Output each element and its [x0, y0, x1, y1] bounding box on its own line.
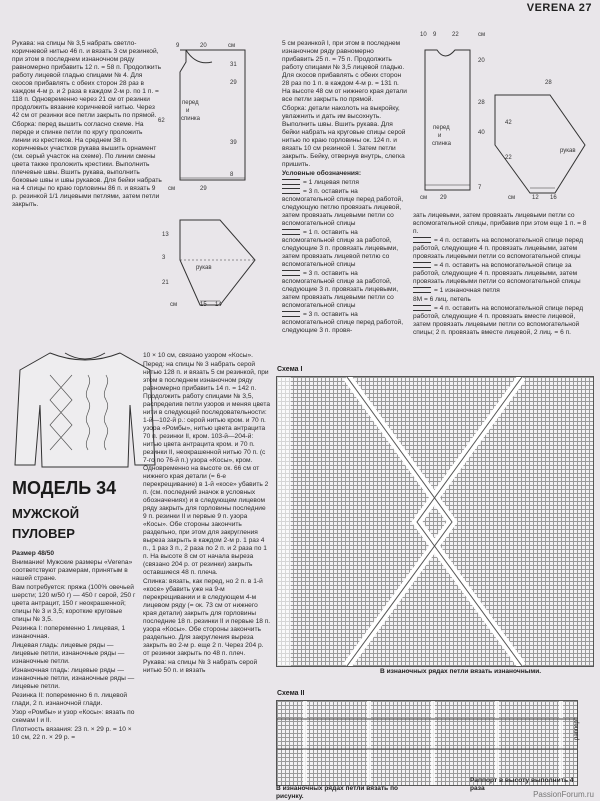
legend-item: = 1 изнаночная петля [413, 287, 593, 295]
col4-text [413, 212, 593, 338]
text-paragraph: Спинка: вязать, как перед, но 2 п. в 1-й «косе» убавить уже на 9-м перекрещивании и в следующем 4-м лицевом ряду (= ок. 73 см от нижнего края детали) закрыть для горловины последние 18 п. резинки II и первые 18 п. узора «Косы». Обе стороны закончить раздельно. Для закругления выреза закрыть во 2-м р. еще 2 п. Через 204 р. от резинки закрыть по 48 п. плеч. [143, 578, 271, 657]
symbol-icon [413, 305, 431, 311]
diagram-label: и [186, 108, 190, 114]
text-paragraph: Перед: на спицы № 3 набрать серой нитью 128 п. и вязать 5 см резинкой, при этом в последнем изнаночном ряду равномерно прибавить 14 п. = 142 п. Продолжить работу спицами № 3,5, распределив петли узоров и меняя цвета нити в следующей последовательности: 1-й—102-й р.: серой нитью кром. и 70 п. узора «Ромбы», нитью цвета антрацита 70 п. резинки II, кром. 103-й—204-й: нитью цвета антрацита кром. и 70 п. резинки II, неокрашенной нитью 70 п. (с 7-го по 76-й п.) узора «Косы», кром. Одновременно на высоте ок. 66 см от нижнего края детали (= 6-е перекрещивание) в 1-й «косе» убавить 2 п. (см. последний значок в условных обозначениях) и в следующем лицевом ряду закрыть для горловины последние 9 п. резинки II и первые 9 п. узора «Косы». Обе стороны закончить раздельно, при этом для закругления выреза закрыть в каждом 2-м р. 1 раз 4 п., 1 раз 3 п., 2 раза по 2 п. и 2 раза по 1 п. На высоте 8 см от начала выреза (связано 204 р. от резинки) закрыть оставшиеся 48 п. плеча. [143, 361, 270, 576]
symbol-icon [282, 179, 300, 185]
text-paragraph: Размер 48/50 [12, 550, 55, 557]
symbol-icon [413, 237, 431, 243]
col3-text [282, 40, 407, 336]
dimension-label: 29 [200, 186, 207, 192]
unit-label: см [508, 195, 516, 201]
symbol-icon [413, 287, 431, 293]
schema-2-side-label: раппорт [574, 717, 580, 740]
dimension-label: 29 [440, 195, 447, 201]
schema-2-cable-columns [277, 701, 577, 785]
text-paragraph: Сборка: перед вышить согласно схеме. На переде и спинке петли по кругу проложить линии из крестиков. На среднем 38 п. коричневых участков рукава вышить орнамент (см. серый участок на схеме). По линии смены цвета также проложить крестики. Выполнить плечевые швы. Вшить рукава, выполнить боковые швы и швы рукавов. Для бейки набрать на 4 спицы по краю горловины 86 п. и вязать 9 р. резинкой 1/1 лицевыми петлями, затем петли закрыть. [12, 121, 162, 208]
diagram-label: и [438, 133, 442, 139]
dimension-label: 20 [478, 58, 485, 64]
legend-heading: Условные обозначения: [282, 170, 362, 177]
diagram-label: перед [433, 125, 450, 131]
magazine-header [527, 2, 592, 14]
text-paragraph: 10 × 10 см, связано узором «Косы». [143, 352, 253, 359]
legend-item: = 1 п. оставить на вспомогательной спице за работой, следующие 3 п. провязать лицевыми, затем провязать лицевой петлю со вспомогательной спицы [282, 229, 399, 268]
dimension-label: 40 [478, 130, 485, 136]
unit-label: см [478, 32, 486, 38]
text-paragraph: 5 см резинкой I, при этом в последнем изнаночном ряду равномерно прибавить 25 п. = 75 п. Продолжить работу спицами № 3,5 лицевой гладью. Для скосов прибавлять с обеих сторон 28 раз по 1 п. в каждом 4-м р. = 131 п. На высоте 48 см от нижнего края детали все петли закрыть по прямой. [282, 40, 407, 103]
dimension-label: 9 [433, 32, 437, 38]
dimension-label: 7 [478, 185, 482, 191]
symbol-icon [282, 270, 300, 276]
text-paragraph: Изнаночная гладь: лицевые ряды — изнаночные петли, изнаночные ряды — лицевые петли. [12, 667, 135, 690]
symbol-icon [413, 262, 431, 268]
legend-item: = 4 п. оставить на вспомогательной спице перед работой, следующие 4 п. провязать вместе лицевой, затем провязать лицевыми петли со вспомогательной спицы; 2 п. провязать вместе лицевой, 2 лиц. = 6 п. [413, 305, 584, 336]
text-paragraph: Резинка I: попеременно 1 лицевая, 1 изнаночная. [12, 625, 126, 640]
text-paragraph: Лицевая гладь: лицевые ряды — лицевые петли, изнаночные ряды — изнаночные петли. [12, 642, 125, 665]
unit-label: см [420, 195, 428, 201]
schema-2-chart [276, 700, 578, 786]
sweater-illustration [10, 345, 160, 473]
model-subtitle-1: МУЖСКОЙ [12, 506, 80, 521]
brand-name: VERENA [526, 2, 576, 14]
text-paragraph: Плотность вязания: 23 п. × 29 р. = 10 × 10 см, 22 п. × 29 р. = [12, 726, 132, 741]
diagram-label: рукав [196, 265, 212, 271]
dimension-label: 9 [176, 43, 180, 49]
schema-1-diamond-lines [277, 377, 593, 666]
dimension-label: 20 [200, 43, 207, 49]
dimension-label: 29 [230, 80, 237, 86]
schema-1-title: Схема I [277, 366, 303, 373]
dimension-label: 21 [162, 280, 169, 286]
schema-1-chart [276, 376, 594, 667]
dimension-label: 22 [505, 155, 512, 161]
dimension-label: 10 [420, 32, 427, 38]
dimension-label: 28 [478, 100, 485, 106]
dimension-label: 28 [545, 80, 552, 86]
symbol-icon [282, 188, 300, 194]
unit-label: см [170, 302, 178, 308]
model-title: МОДЕЛЬ 34 [12, 478, 117, 498]
unit-label: см [168, 186, 176, 192]
schema-2-caption-right: Раппорт в высоту выполнить 4 раза [470, 777, 574, 792]
dimension-label: 15 [200, 302, 207, 308]
dimension-label: 8 [230, 172, 234, 178]
unit-label: см [228, 43, 236, 49]
dimension-label: 13 [162, 232, 169, 238]
schema-2-caption-left: В изнаночных рядах петли вязать по рисунку. [276, 785, 399, 800]
schema-2-title: Схема II [277, 690, 305, 697]
dimension-label: 62 [158, 118, 165, 124]
text-paragraph: Резинка II: попеременно 6 п. лицевой глади, 2 п. изнаночной глади. [12, 692, 128, 707]
diagram-label: рукав [560, 148, 576, 154]
dimension-label: 12 [532, 195, 539, 201]
dimension-label: 31 [230, 62, 237, 68]
dimension-label: 16 [550, 195, 557, 201]
text-paragraph: Рукава: на спицы № 3,5 набрать светло-коричневой нитью 46 п. и вязать 3 см резинкой, при этом в последнем изнаночном ряду равномерно прибавить 12 п. = 58 п. Продолжить работу лицевой гладью спицами № 4. Для скосов прибавлять с обеих сторон 28 раз в каждом 4-м р. и 2 раза в каждом 2-м р. по 1 п. = 118 п. Одновременно через 21 см от резинки продолжить вязание коричневой нитью. Через 42 см от резинки все петли закрыть по прямой. [12, 40, 162, 119]
pattern-diagram-front-back-left [150, 40, 285, 200]
legend-item: = 3 п. оставить на вспомогательной спице за работой, следующие 3 п. провязать лицевыми, затем провязать лицевыми петли со вспомогательной спицы [282, 270, 399, 309]
dimension-label: 3 [162, 255, 166, 261]
text-paragraph: Узор «Ромбы» и узор «Косы»: вязать по схемам I и II. [12, 709, 135, 724]
legend-item: = 4 п. оставить на вспомогательной спице перед работой, следующие 4 п. провязать лицевыми, затем провязать лицевыми петли со вспомогательной спицы [413, 237, 584, 260]
diagram-label: перед [182, 100, 199, 106]
schema-1-caption: В изнаночных рядах петли вязать изнаночными. [380, 668, 542, 675]
dimension-label: 22 [452, 32, 459, 38]
legend-item: = 1 лицевая петля [282, 179, 407, 187]
diagram-label: спинка [181, 116, 201, 122]
text-paragraph: Сборка: детали наколоть на выкройку, увлажнить и дать им высохнуть. Выполнить швы. Вшить рукава. Для бейки набрать на круговые спицы серой нитью по краю горловины ок. 124 п. и вязать 10 см резинкой I. Затем петли закрыть. Бейку, отвернув внутрь, слегка пришить. [282, 105, 406, 168]
text-paragraph: Внимание! Мужские размеры «Verena» соответствуют размерам, принятым в нашей стране. [12, 559, 133, 582]
col1-top-text [12, 40, 162, 210]
pattern-diagram-sleeve-left [160, 205, 275, 310]
text-paragraph: Вам потребуется: пряжа (100% овечьей шерсти; 120 м/50 г) — 450 г серой, 250 г цвета антрацит, 150 г неокрашенной; спицы № 3 и 3,5; короткие круговые спицы № 3,5. [12, 584, 136, 623]
legend-item: = 3 п. оставить на вспомогательной спице перед работой, следующие 3 п. провя- [282, 311, 404, 334]
col1-bottom-text [12, 550, 140, 743]
model-subtitle-2: ПУЛОВЕР [12, 526, 75, 541]
text-paragraph: зать лицевыми, затем провязать лицевыми петли со вспомогательной спицы, прибавив при этом еще 1 п. = 8 п. [413, 212, 587, 235]
dimension-label: 14 [215, 302, 222, 308]
dimension-label: 42 [505, 120, 512, 126]
legend-item: 8М = 6 лиц. петель [413, 296, 471, 303]
page-number: 27 [578, 2, 592, 14]
pattern-diagram-front-back-right [415, 20, 475, 200]
diagram-label: спинка [432, 141, 452, 147]
legend-item: = 3 п. оставить на вспомогательной спице перед работой, следующую петлю провязать лицевой, затем провязать лицевыми петли со вспомогательной спицы [282, 188, 404, 227]
dimension-label: 39 [230, 140, 237, 146]
watermark: PassionForum.ru [533, 790, 594, 799]
text-paragraph: Рукава: на спицы № 3 набрать серой нитью 50 п. и вязать [143, 659, 258, 674]
pattern-diagram-sleeve-right [490, 75, 595, 205]
col2-text [143, 352, 271, 676]
legend-item: = 4 п. оставить на вспомогательной спице за работой, следующие 4 п. провязать лицевыми, затем провязать лицевыми петли со вспомогательной спицы [413, 262, 581, 285]
symbol-icon [282, 311, 300, 317]
symbol-icon [282, 229, 300, 235]
